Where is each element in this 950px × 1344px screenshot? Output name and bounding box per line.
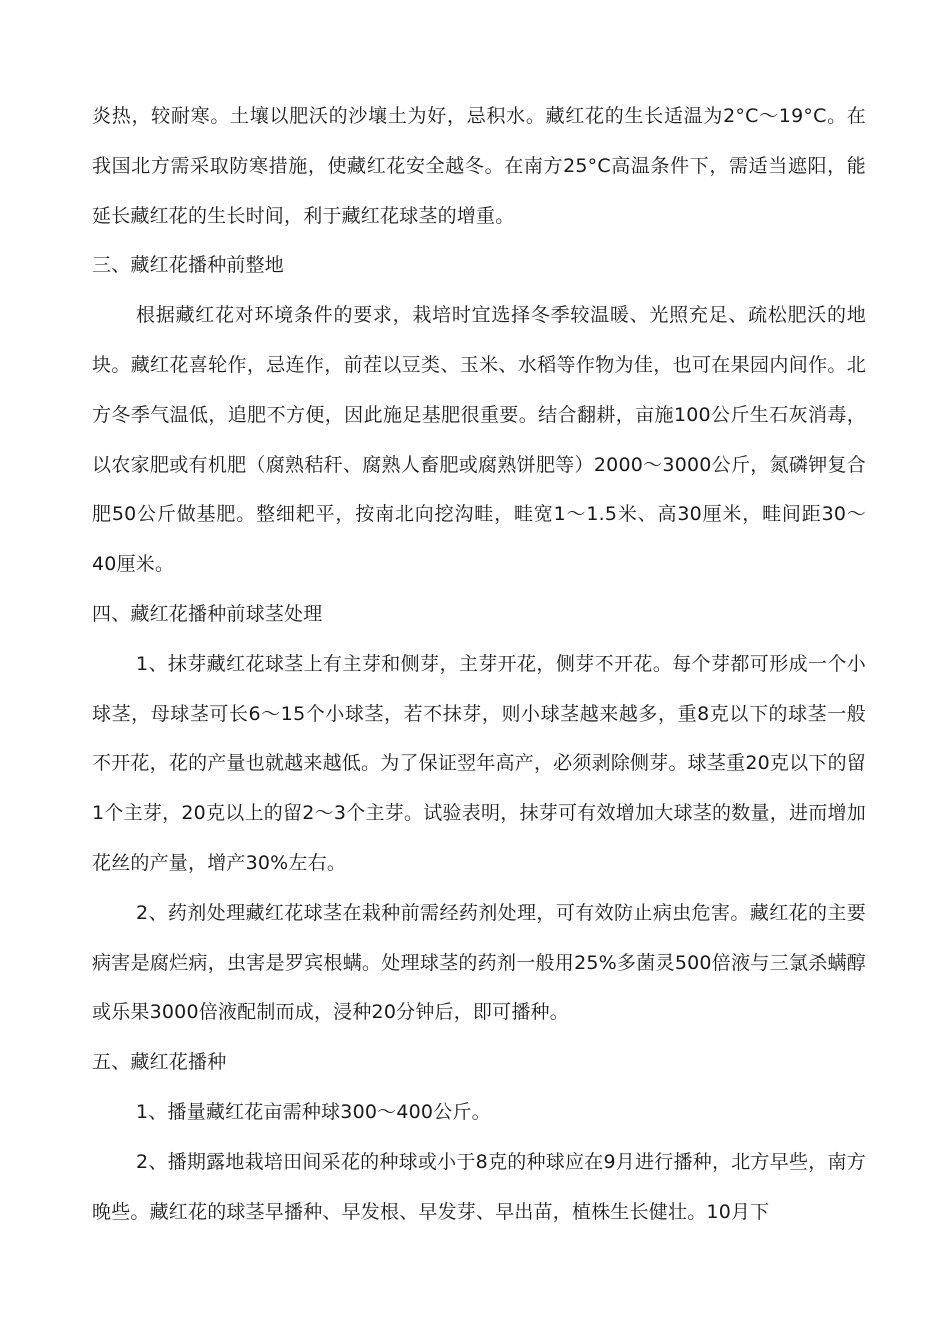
paragraph-seeding-rate: 1、播量藏红花亩需种球300～400公斤。 — [136, 1100, 491, 1123]
section-heading-3: 三、藏红花播种前整地 — [92, 254, 285, 277]
paragraph-chemical-treatment: 2、药剂处理藏红花球茎在栽种前需经药剂处理，可有效防止病虫危害。藏红花的主要病害是腐烂病，虫害是罗宾根螨。处理球茎的药剂一般用25%多菌灵500倍液与三氯杀螨醇或乐果3000倍液配制而成，浸种20分钟后，即可播种。 — [92, 901, 866, 1024]
paragraph-sowing-period: 2、播期露地栽培田间采花的种球或小于8克的种球应在9月进行播种，北方早些，南方晚些。藏红花的球茎早播种、早发根、早发芽、早出苗，植株生长健壮。10月下 — [92, 1150, 866, 1223]
section-heading-5: 五、藏红花播种 — [92, 1051, 227, 1074]
paragraph-bud-removal: 1、抹芽藏红花球茎上有主芽和侧芽，主芽开花，侧芽不开花。每个芽都可形成一个小球茎，母球茎可长6～15个小球茎，若不抹芽，则小球茎越来越多，重8克以下的球茎一般不开花，花的产量也就越来越低。为了保证翌年高产，必须剥除侧芽。球茎重20克以下的留1个主芽，20克以上的留2～3个主芽。试验表明，抹芽可有效增加大球茎的数量，进而增加花丝的产量，增产30%左右。 — [92, 652, 866, 874]
section-heading-4: 四、藏红花播种前球茎处理 — [92, 602, 323, 625]
paragraph-climate-continued: 炎热，较耐寒。土壤以肥沃的沙壤土为好，忌积水。藏红花的生长适温为2°C～19°C。在我国北方需采取防寒措施，使藏红花安全越冬。在南方25°C高温条件下，需适当遮阳，能延长藏红花的生长时间，利于藏红花球茎的增重。 — [92, 105, 866, 227]
paragraph-land-preparation: 根据藏红花对环境条件的要求，栽培时宜选择冬季较温暖、光照充足、疏松肥沃的地块。藏红花喜轮作，忌连作，前茬以豆类、玉米、水稻等作物为佳，也可在果园内间作。北方冬季气温低，追肥不方便，因此施足基肥很重要。结合翻耕，亩施100公斤生石灰消毒，以农家肥或有机肥（腐熟秸秆、腐熟人畜肥或腐熟饼肥等）2000～3000公斤，氮磷钾复合肥50公斤做基肥。整细耙平，按南北向挖沟畦，畦宽1～1.5米、高30厘米，畦间距30～40厘米。 — [92, 304, 866, 576]
document-body — [92, 92, 866, 1237]
